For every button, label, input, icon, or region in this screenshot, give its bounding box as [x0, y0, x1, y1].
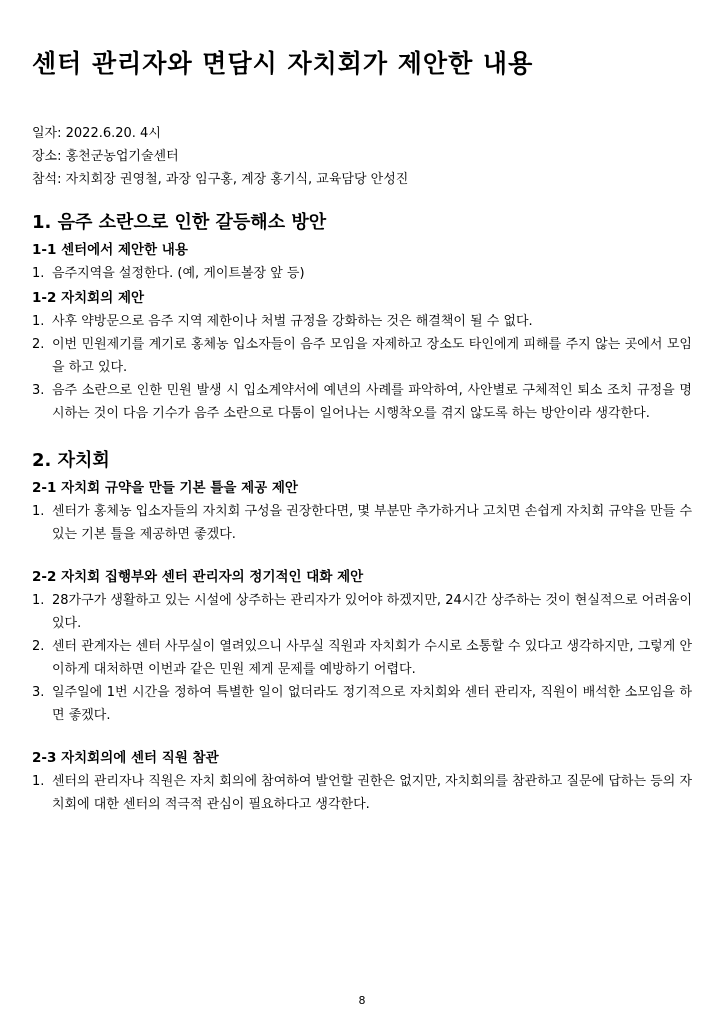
- section1-sub2-list: [32, 310, 692, 425]
- section2-sub2-list: [32, 589, 692, 727]
- meta-attendees: 참석: 자치회장 권영철, 과장 임구홍, 계장 홍기식, 교육담당 안성진: [32, 172, 409, 187]
- list-item: 2. 센터 관계자는 센터 사무실이 열려있으니 사무실 직원과 자치회가 수시로 소통할 수 있다고 생각하지만, 그렇게 안이하게 대처하면 이번과 같은 민원 제게 문제를 예방하기 어렵다.: [32, 639, 692, 677]
- section1-sub1-list: [32, 262, 692, 285]
- page-number: 8: [358, 994, 366, 1007]
- document-title: 센터 관리자와 면담시 자치회가 제안한 내용: [32, 49, 534, 78]
- list-item: 1. 사후 약방문으로 음주 지역 제한이나 처벌 규정을 강화하는 것은 해결책이 될 수 없다.: [32, 314, 533, 329]
- section2-sub1-heading: 2-1 자치회 규약을 만들 기본 틀을 제공 제안: [32, 480, 298, 496]
- meta-place: 장소: 홍천군농업기술센터: [32, 149, 179, 164]
- section1-sub2-heading: 1-2 자치회의 제안: [32, 290, 145, 306]
- meta-date: 일자: 2022.6.20. 4시: [32, 126, 161, 141]
- section2-sub2-heading: 2-2 자치회 집행부와 센터 관리자의 정기적인 대화 제안: [32, 569, 364, 585]
- section1-sub1-heading: 1-1 센터에서 제안한 내용: [32, 242, 188, 258]
- section1-heading: 1. 음주 소란으로 인한 갈등해소 방안: [32, 212, 327, 233]
- section2-sub3-list: [32, 770, 692, 816]
- section2-sub3-heading: 2-3 자치회의에 센터 직원 참관: [32, 750, 219, 766]
- section2-heading: 2. 자치회: [32, 450, 110, 471]
- document-page: [32, 36, 692, 816]
- list-item: 1. 센터의 관리자나 직원은 자치 회의에 참여하여 발언할 권한은 없지만, 자치회의를 참관하고 질문에 답하는 등의 자치회에 대한 센터의 적극적 관심이 필요하다고 생각한다.: [32, 774, 692, 812]
- list-item: 2. 이번 민원제기를 계기로 홍체농 입소자들이 음주 모임을 자제하고 장소도 타인에게 피해를 주지 않는 곳에서 모임을 하고 있다.: [32, 337, 692, 375]
- list-item: 3. 일주일에 1번 시간을 정하여 특별한 일이 없더라도 정기적으로 자치회와 센터 관리자, 직원이 배석한 소모임을 하면 좋겠다.: [32, 685, 692, 723]
- list-item: 1. 28가구가 생활하고 있는 시설에 상주하는 관리자가 있어야 하겠지만, 24시간 상주하는 것이 현실적으로 어려움이 있다.: [32, 593, 692, 631]
- list-item: 1. 음주지역을 설정한다. (예, 게이트볼장 앞 등): [32, 266, 305, 281]
- list-item: 3. 음주 소란으로 인한 민원 발생 시 입소계약서에 예년의 사례를 파악하여, 사안별로 구체적인 퇴소 조치 규정을 명시하는 것이 다음 기수가 음주 소란으로 다툼이 일어나는 시행착오를 겪지 않도록 하는 방안이라 생각한다.: [32, 383, 692, 421]
- list-item: 1. 센터가 홍체농 입소자들의 자치회 구성을 권장한다면, 몇 부분만 추가하거나 고치면 손쉽게 자치회 규약을 만들 수 있는 기본 틀을 제공하면 좋겠다.: [32, 504, 692, 542]
- section2-sub1-list: [32, 500, 692, 546]
